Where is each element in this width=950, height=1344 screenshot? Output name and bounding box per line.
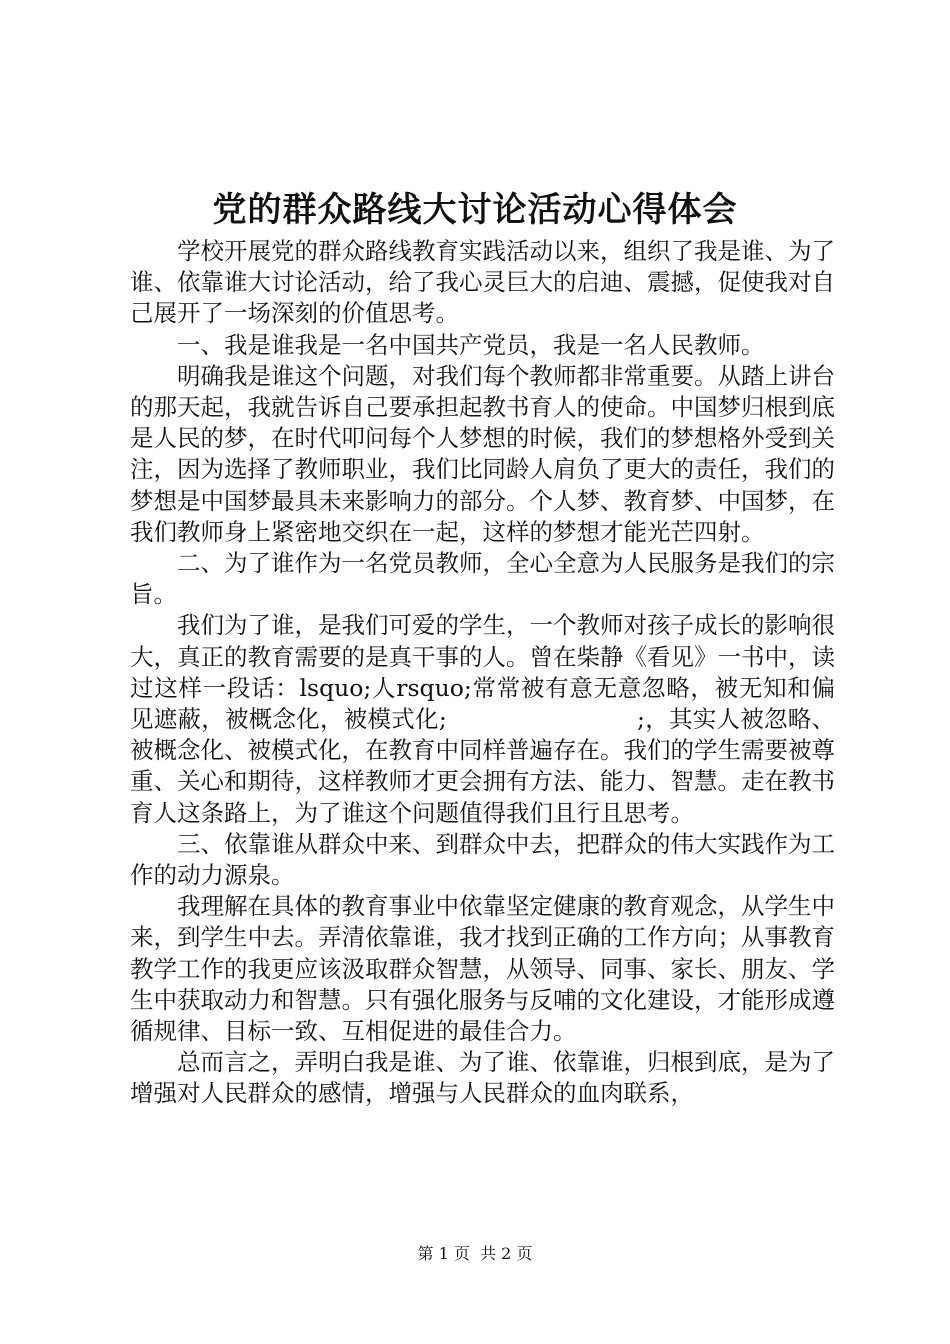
section-heading-for-whom: 二、为了谁作为一名党员教师，全心全意为人民服务是我们的宗旨。 <box>130 549 835 609</box>
page-footer <box>0 1243 950 1265</box>
paragraph-rely-on-whom: 我理解在具体的教育事业中依靠坚定健康的教育观念，从学生中来，到学生中去。弄清依靠谁，我才找到正确的工作方向；从事教育教学工作的我更应该汲取群众智慧，从领导、同事、家长、朋友、学生中获取动力和智慧。只有强化服务与反哺的文化建设，才能形成遵循规律、目标一致、互相促进的最佳合力。 <box>130 892 835 1046</box>
paragraph-for-whom: 我们为了谁，是我们可爱的学生，一个教师对孩子成长的影响很大，真正的教育需要的是真干事的人。曾在柴静《看见》一书中，读过这样一段话：lsquo;人rsquo;常常被有意无意忽略，被无知和偏见遮蔽，被概念化，被模式化; ;，其实人被忽略、被概念化、被模式化，在教育中同样普遍存在。我们的学生需要被尊重、关心和期待，这样教师才更会拥有方法、能力、智慧。走在教书育人这条路上，为了谁这个问题值得我们且行且思考。 <box>130 611 835 827</box>
paragraph-intro: 学校开展党的群众路线教育实践活动以来，组织了我是谁、为了谁、依靠谁大讨论活动，给了我心灵巨大的启迪、震撼，促使我对自己展开了一场深刻的价值思考。 <box>130 237 835 328</box>
paragraph-who-am-i: 明确我是谁这个问题，对我们每个教师都非常重要。从踏上讲台的那天起，我就告诉自己要承担起教书育人的使命。中国梦归根到底是人民的梦，在时代叩问每个人梦想的时候，我们的梦想格外受到关注，因为选择了教师职业，我们比同龄人肩负了更大的责任，我们的梦想是中国梦最具未来影响力的部分。个人梦、教育梦、中国梦，在我们教师身上紧密地交织在一起，这样的梦想才能光芒四射。 <box>130 361 835 546</box>
section-heading-rely-on-whom: 三、依靠谁从群众中来、到群众中去，把群众的伟大实践作为工作的动力源泉。 <box>130 829 835 890</box>
document-body <box>130 236 835 1110</box>
section-heading-who-am-i: 一、我是谁我是一名中国共产党员，我是一名人民教师。 <box>177 330 765 359</box>
paragraph-conclusion: 总而言之，弄明白我是谁、为了谁、依靠谁，归根到底，是为了增强对人民群众的感情，增强与人民群众的血肉联系， <box>130 1048 835 1108</box>
document-title: 党的群众路线大讨论活动心得体会 <box>212 190 738 230</box>
page-number-label: 第 1 页 共 2 页 <box>417 1244 533 1263</box>
